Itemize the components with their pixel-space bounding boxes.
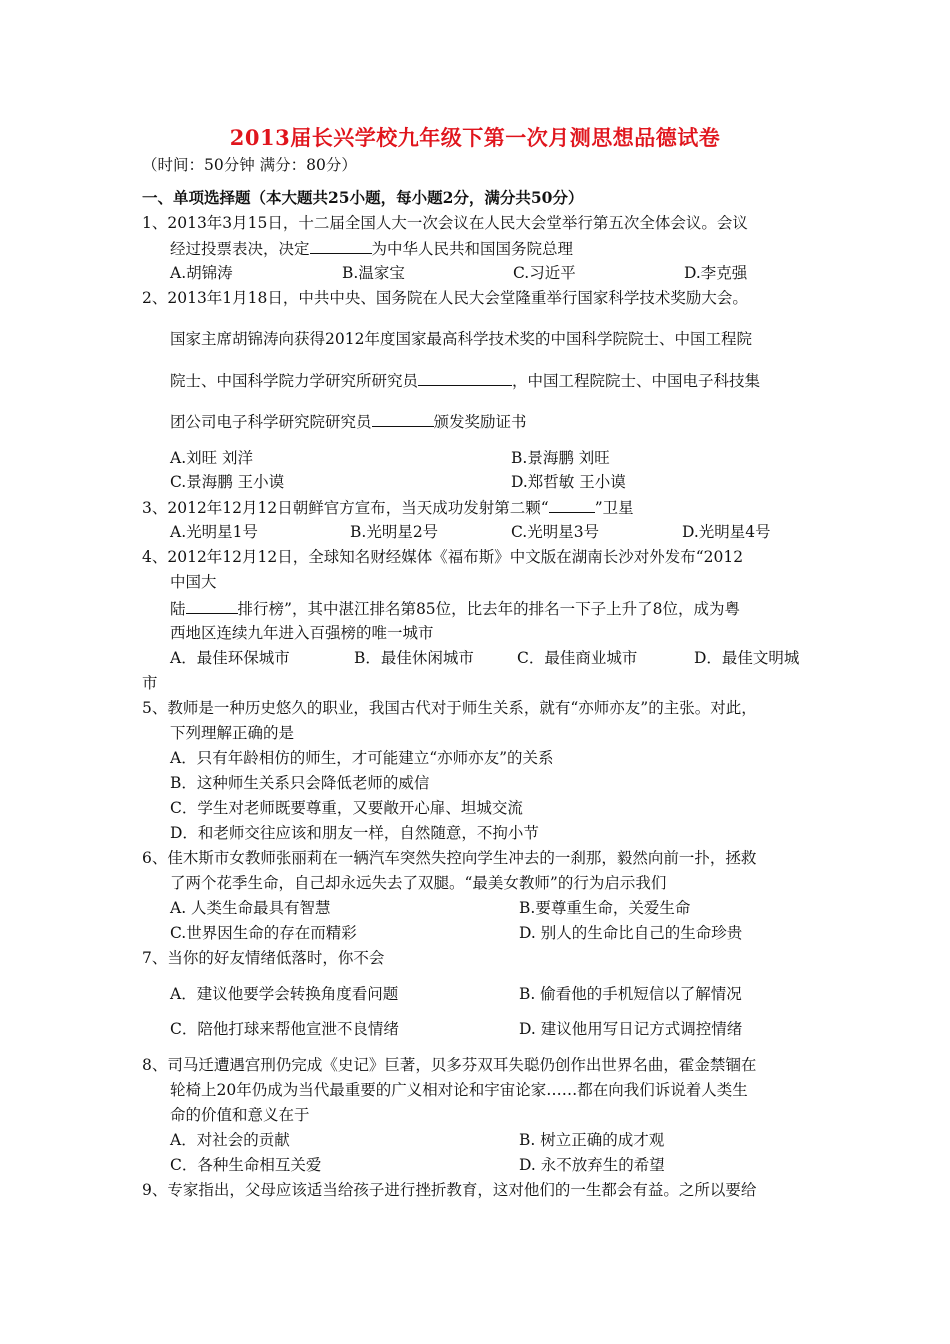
q2-option-c: C.景海鹏 王小谟 [170, 473, 285, 491]
q9-stem-line1: 9、专家指出，父母应该适当给孩子进行挫折教育，这对他们的一生都会有益。之所以要给 [142, 1181, 757, 1199]
q5-option-b: B．这种师生关系只会降低老师的威信 [170, 774, 430, 792]
q2-option-a: A.刘旺 刘洋 [170, 449, 254, 467]
q2-stem-line1: 2、2013年1月18日，中共中央、国务院在人民大会堂隆重举行国家科学技术奖励大会。 [142, 289, 748, 307]
q4-option-d: D．最佳文明城 [694, 649, 800, 667]
q2-stem-part3: 团公司电子科学研究院研究员 [170, 413, 372, 431]
q7-option-c: C．陪他打球来帮他宣泄不良情绪 [170, 1020, 399, 1038]
q1-option-b: B.温家宝 [342, 264, 405, 282]
q3-stem-line1 [142, 496, 634, 519]
q4-stem-part2: 排行榜”，其中湛江排名第85位，比去年的排名一下子上升了8位，成为粤 [237, 600, 741, 618]
q1-option-a: A.胡锦涛 [170, 264, 233, 282]
q7-stem-line1: 7、当你的好友情绪低落时，你不会 [142, 949, 385, 967]
answer-blank [310, 237, 372, 254]
q3-option-d: D.光明星4号 [682, 523, 771, 541]
q4-stem-line2: 中国大 [170, 573, 217, 591]
q3-option-b: B.光明星2号 [350, 523, 439, 541]
q8-option-c: C．各种生命相互关爱 [170, 1156, 322, 1174]
q4-stem-line4: 西地区连续九年进入百强榜的唯一城市 [170, 624, 434, 642]
q2-stem-part1: 院士、中国科学院力学研究所研究员 [170, 372, 419, 390]
q8-option-a: A．对社会的贡献 [170, 1131, 290, 1149]
q4-option-c: C．最佳商业城市 [517, 649, 638, 667]
q8-stem-line2: 轮椅上20年仍成为当代最重要的广义相对论和宇宙论家……都在向我们诉说着人类生 [170, 1081, 748, 1099]
q3-option-a: A.光明星1号 [170, 523, 258, 541]
exam-title: 2013届长兴学校九年级下第一次月测思想品德试卷 [229, 125, 721, 150]
q2-option-d: D.郑哲敏 王小谟 [511, 473, 626, 491]
q1-stem-part2: 为中华人民共和国国务院总理 [371, 240, 574, 258]
q2-stem-line2: 国家主席胡锦涛向获得2012年度国家最高科学技术奖的中国科学院院士、中国工程院 [170, 330, 752, 348]
q7-option-b: B. 偷看他的手机短信以了解情况 [519, 985, 742, 1003]
q6-stem-line2: 了两个花季生命，自己却永远失去了双腿。“最美女教师”的行为启示我们 [170, 874, 667, 892]
answer-blank [418, 369, 512, 386]
q6-option-a: A. 人类生命最具有智慧 [170, 899, 331, 917]
q5-stem-line1: 5、教师是一种历史悠久的职业，我国古代对于师生关系，就有“亦师亦友”的主张。对此， [142, 699, 757, 717]
q5-stem-line2: 下列理解正确的是 [170, 724, 295, 742]
q2-stem-part2: ，中国工程院院士、中国电子科技集 [512, 372, 761, 390]
q7-option-a: A．建议他要学会转换角度看问题 [170, 985, 399, 1003]
q3-option-c: C.光明星3号 [511, 523, 600, 541]
q5-option-d: D．和老师交往应该和朋友一样，自然随意，不拘小节 [170, 824, 539, 842]
answer-blank [549, 496, 595, 513]
q6-option-d: D. 别人的生命比自己的生命珍贵 [519, 924, 743, 942]
q1-stem-part1: 经过投票表决，决定 [170, 240, 310, 258]
q4-stem-part1: 陆 [170, 600, 186, 618]
q4-option-a: A．最佳环保城市 [170, 649, 290, 667]
q2-stem-line4 [170, 410, 527, 433]
q8-stem-line3: 命的价值和意义在于 [170, 1106, 310, 1124]
exam-info: （时间：50分钟 满分：80分） [142, 156, 357, 174]
q6-option-b: B.要尊重生命，关爱生命 [519, 899, 691, 917]
q1-stem-line2 [170, 237, 573, 260]
q3-stem-part1: 3、2012年12月12日朝鲜官方宣布，当天成功发射第二颗“ [142, 499, 549, 517]
q2-stem-part4: 颁发奖励证书 [433, 413, 527, 431]
q1-option-c: C.习近平 [513, 264, 576, 282]
q8-option-b: B. 树立正确的成才观 [519, 1131, 665, 1149]
q4-stem-line3 [170, 597, 740, 620]
q6-option-c: C.世界因生命的存在而精彩 [170, 924, 357, 942]
q4-option-b: B．最佳休闲城市 [354, 649, 474, 667]
q4-stem-line1: 4、2012年12月12日，全球知名财经媒体《福布斯》中文版在湖南长沙对外发布“2012 [142, 548, 744, 566]
q5-option-a: A．只有年龄相仿的师生，才可能建立“亦师亦友”的关系 [170, 749, 554, 767]
q8-option-d: D. 永不放弃生的希望 [519, 1156, 665, 1174]
answer-blank [186, 597, 238, 614]
answer-blank [372, 410, 434, 427]
section-heading: 一、单项选择题（本大题共25小题，每小题2分，满分共50分） [142, 188, 584, 207]
q2-stem-line3 [170, 369, 760, 392]
q4-option-d-wrap: 市 [142, 674, 158, 692]
q1-option-d: D.李克强 [684, 264, 748, 282]
q7-option-d: D. 建议他用写日记方式调控情绪 [519, 1020, 743, 1038]
q5-option-c: C．学生对老师既要尊重，又要敞开心扉、坦城交流 [170, 799, 523, 817]
q2-option-b: B.景海鹏 刘旺 [511, 449, 610, 467]
q8-stem-line1: 8、司马迁遭遇宫刑仍完成《史记》巨著，贝多芬双耳失聪仍创作出世界名曲，霍金禁锢在 [142, 1056, 757, 1074]
q3-stem-part2: ”卫星 [594, 499, 634, 517]
q6-stem-line1: 6、佳木斯市女教师张丽莉在一辆汽车突然失控向学生冲去的一刹那，毅然向前一扑，拯救 [142, 849, 757, 867]
q1-stem-line1: 1、2013年3月15日，十二届全国人大一次会议在人民大会堂举行第五次全体会议。会议 [142, 214, 748, 232]
